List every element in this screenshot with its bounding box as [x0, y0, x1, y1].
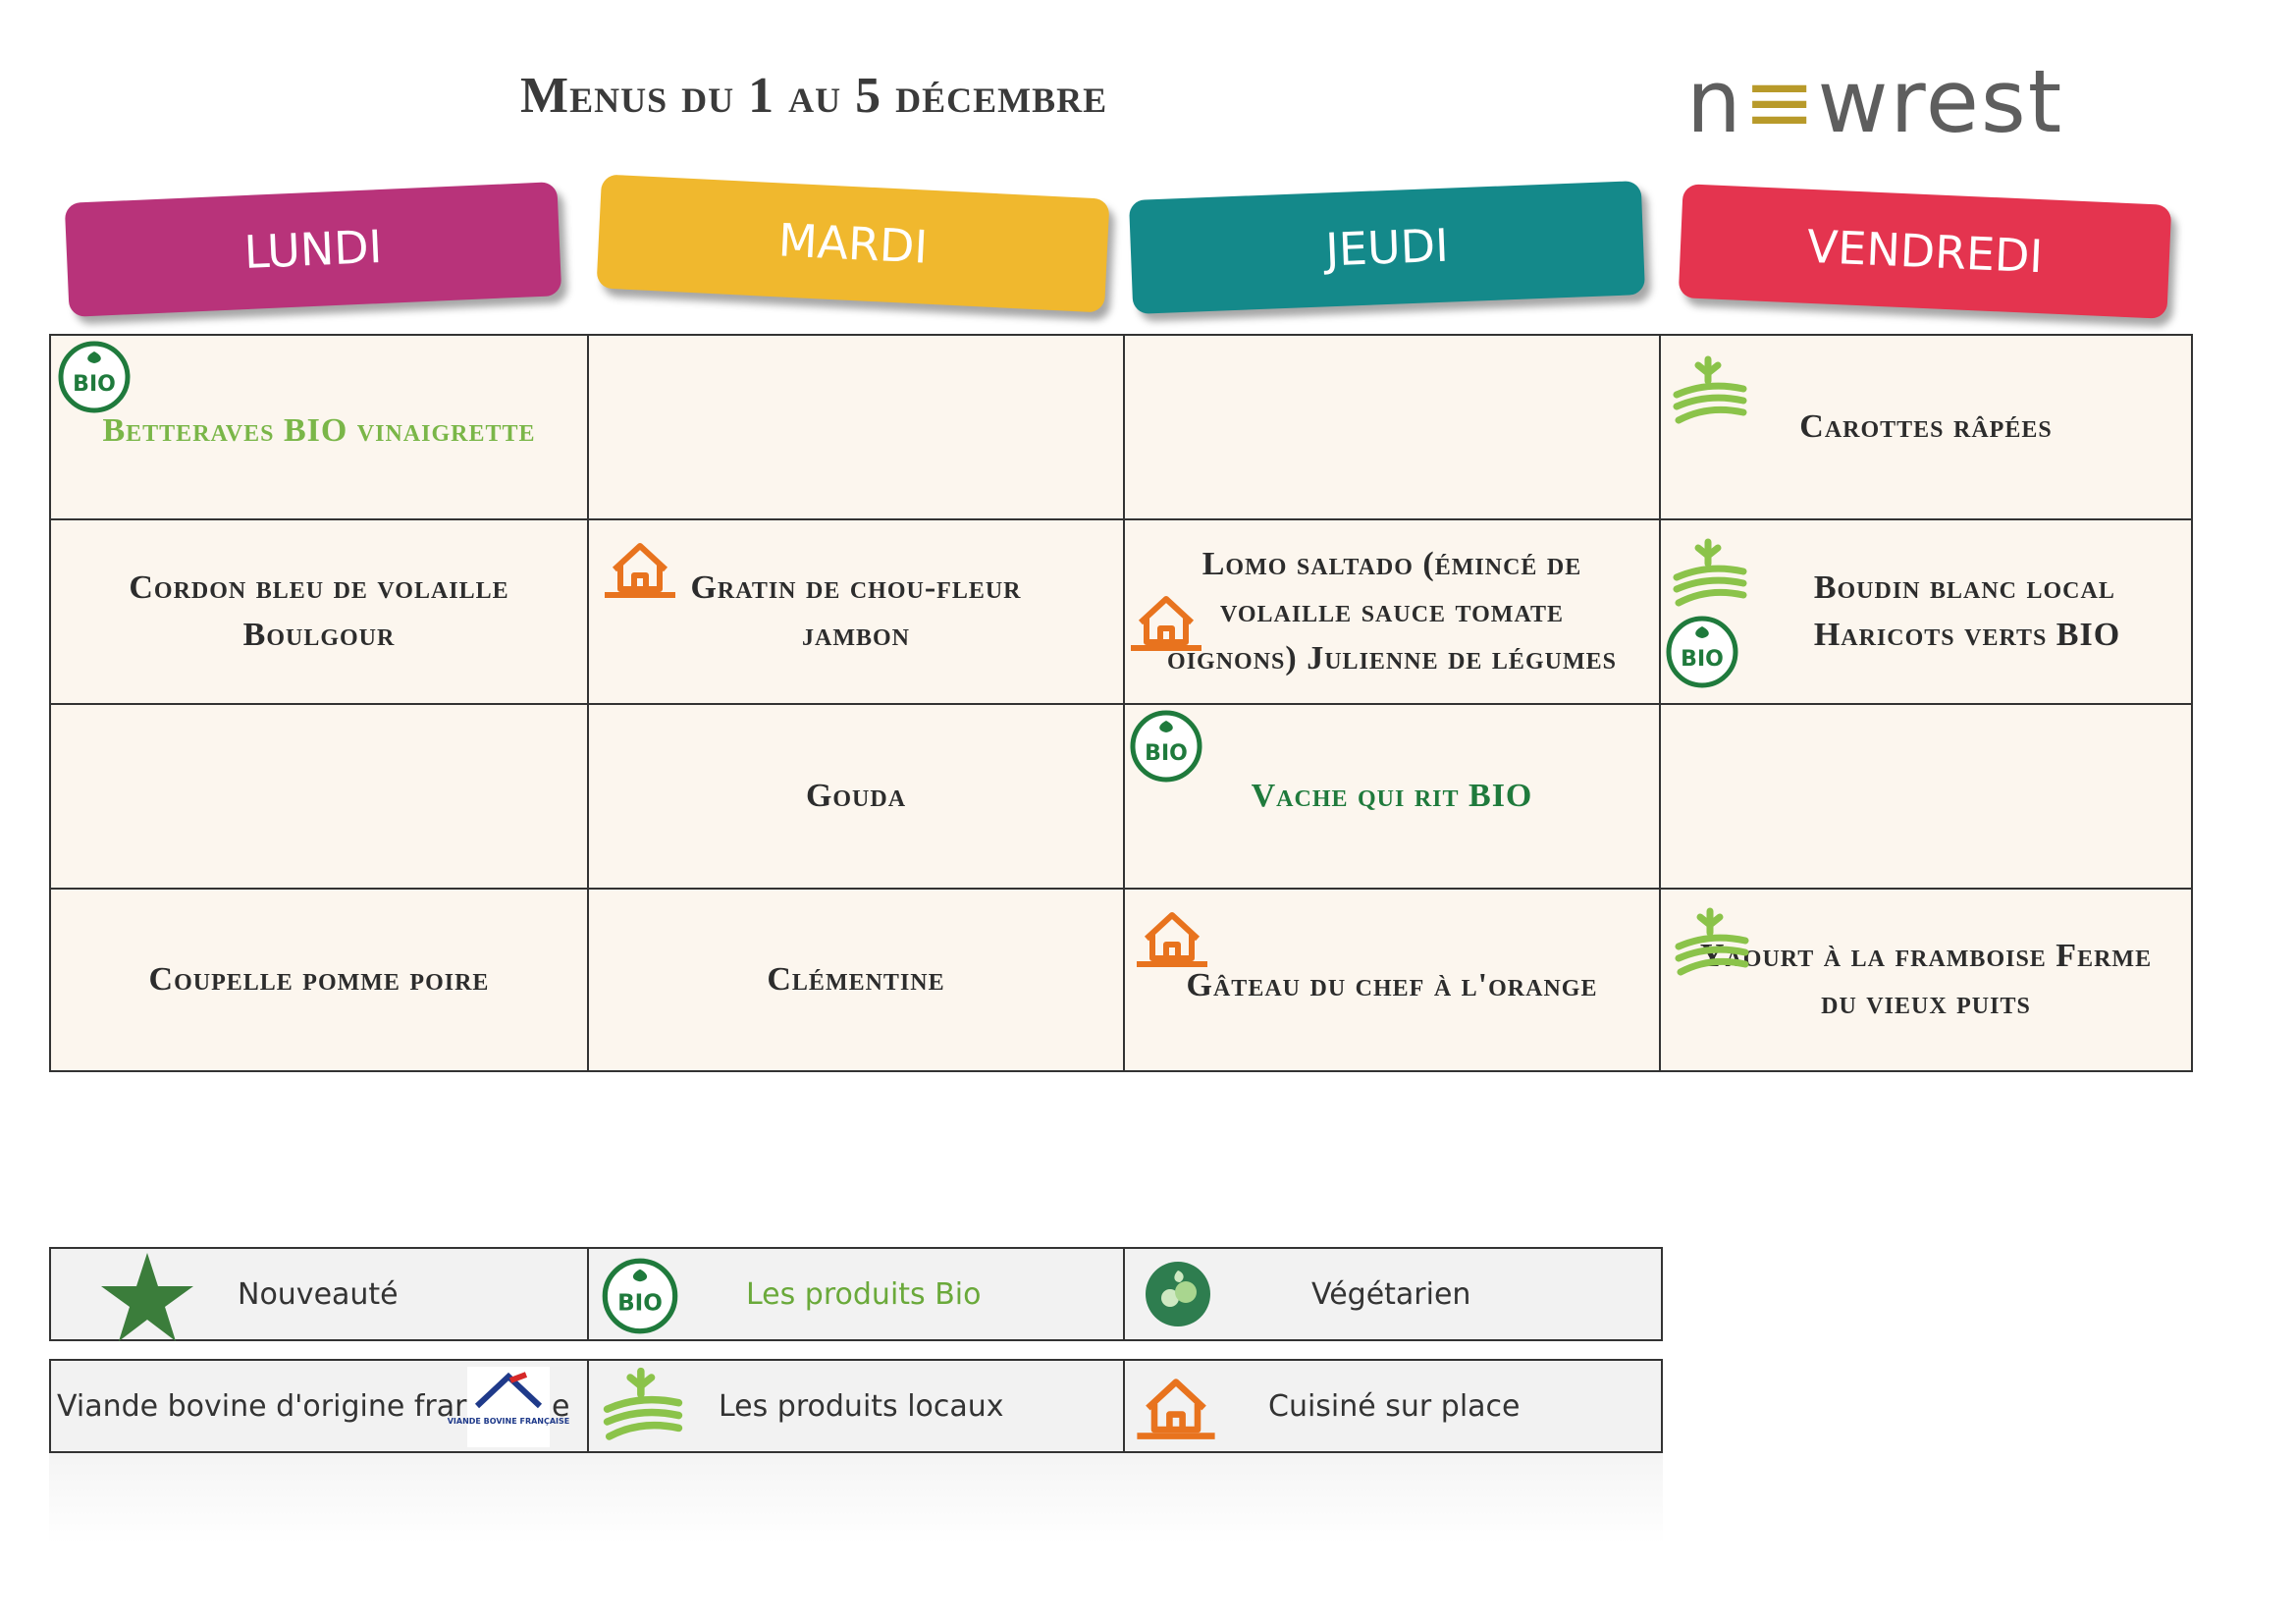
local-fields-icon: [1671, 903, 1753, 986]
bio-leaf-icon: [599, 1257, 681, 1335]
legend-label: Végétarien: [1311, 1276, 1471, 1312]
dish: Boudin blanc local: [1813, 569, 2115, 606]
dish: oignons) Julienne de légumes: [1167, 640, 1617, 676]
cell-r2-jeudi: [1125, 520, 1661, 705]
legend-nouveaute: [51, 1249, 589, 1339]
logo-part-left: n: [1686, 51, 1743, 152]
dish: Vache qui rit BIO: [1251, 778, 1533, 814]
legend-row-1: [49, 1247, 1663, 1341]
cell-r4-vendredi: [1661, 890, 2191, 1070]
bio-leaf-icon: [1663, 615, 1741, 689]
cell-r3-lundi: [51, 705, 589, 890]
legend-label: Cuisiné sur place: [1268, 1388, 1521, 1424]
cell-r2-mardi: [589, 520, 1125, 705]
cell-r4-jeudi: [1125, 890, 1661, 1070]
day-banner-lundi: LUNDI: [65, 182, 562, 317]
cell-r1-vendredi: [1661, 336, 2191, 520]
cell-r3-jeudi: [1125, 705, 1661, 890]
local-fields-icon: [599, 1363, 687, 1451]
legend-row-2: [49, 1359, 1663, 1453]
dish: du vieux puits: [1821, 985, 2031, 1021]
logo-part-mid: ≡: [1742, 51, 1818, 152]
day-banner-mardi: MARDI: [596, 174, 1109, 312]
beef-badge-text: VIANDE BOVINE FRANÇAISE: [447, 1417, 570, 1426]
day-banner-jeudi: JEUDI: [1129, 181, 1645, 314]
legend-label: Les produits Bio: [746, 1276, 982, 1312]
dish: volaille sauce tomate: [1219, 593, 1565, 629]
dish: Coupelle pomme poire: [148, 961, 490, 998]
svg-text:BIO: BIO: [73, 372, 116, 397]
cell-r1-lundi: [51, 336, 589, 520]
newrest-logo: [1686, 51, 2063, 152]
svg-text:BIO: BIO: [1145, 741, 1188, 766]
dish: Gouda: [805, 778, 907, 814]
legend-viande: [51, 1361, 589, 1451]
dish: Boulgour: [242, 617, 396, 653]
dish: Clémentine: [767, 961, 945, 998]
house-cooked-icon: [1133, 1373, 1219, 1443]
bio-leaf-icon: [1127, 709, 1205, 784]
cell-r1-jeudi: [1125, 336, 1661, 520]
scan-shadow: [49, 1453, 1663, 1543]
bio-leaf-icon: [55, 340, 133, 414]
legend-locaux: [589, 1361, 1125, 1451]
local-fields-icon: [1669, 534, 1751, 617]
cell-r3-mardi: [589, 705, 1125, 890]
star-icon: [98, 1251, 196, 1343]
cell-r2-vendredi: [1661, 520, 2191, 705]
svg-text:BIO: BIO: [1681, 647, 1724, 672]
legend-label: Les produits locaux: [719, 1388, 1004, 1424]
legend-label-tail: e: [552, 1388, 570, 1424]
vegetarian-icon: [1143, 1259, 1213, 1329]
cell-r1-mardi: [589, 336, 1125, 520]
dish: Gratin de chou-fleur: [690, 569, 1022, 606]
dish: Haricots verts BIO: [1813, 617, 2121, 653]
bio-badge-text: BIO: [617, 1290, 663, 1317]
cell-r4-mardi: [589, 890, 1125, 1070]
dish: Betteraves BIO vinaigrette: [102, 412, 536, 449]
dish: Lomo saltado (émincé de: [1201, 546, 1582, 582]
dish: Gâteau du chef à l'orange: [1186, 967, 1598, 1003]
page-title: Menus du 1 au 5 décembre: [520, 68, 1108, 124]
legend-vegetarien: [1125, 1249, 1661, 1339]
logo-part-right: wrest: [1817, 51, 2064, 152]
legend-label: Viande bovine d'origine frar: [57, 1388, 467, 1424]
dish: Carottes râpées: [1799, 408, 2053, 445]
cell-r4-lundi: [51, 890, 589, 1070]
day-banner-vendredi: VENDREDI: [1679, 184, 2172, 319]
dish: Yaourt à la framboise Ferme: [1699, 938, 2153, 974]
local-fields-icon: [1669, 352, 1751, 434]
house-cooked-icon: [1133, 907, 1211, 970]
dish: Cordon bleu de volaille: [129, 569, 509, 606]
legend-bio: [589, 1249, 1125, 1339]
cell-r2-lundi: [51, 520, 589, 705]
house-cooked-icon: [1127, 591, 1205, 654]
legend-sur-place: [1125, 1361, 1661, 1451]
cell-r3-vendredi: [1661, 705, 2191, 890]
french-beef-icon: [447, 1367, 570, 1447]
dish: jambon: [801, 617, 910, 653]
house-cooked-icon: [601, 538, 679, 601]
legend-label: Nouveauté: [238, 1276, 399, 1312]
menu-table: [49, 334, 2193, 1072]
